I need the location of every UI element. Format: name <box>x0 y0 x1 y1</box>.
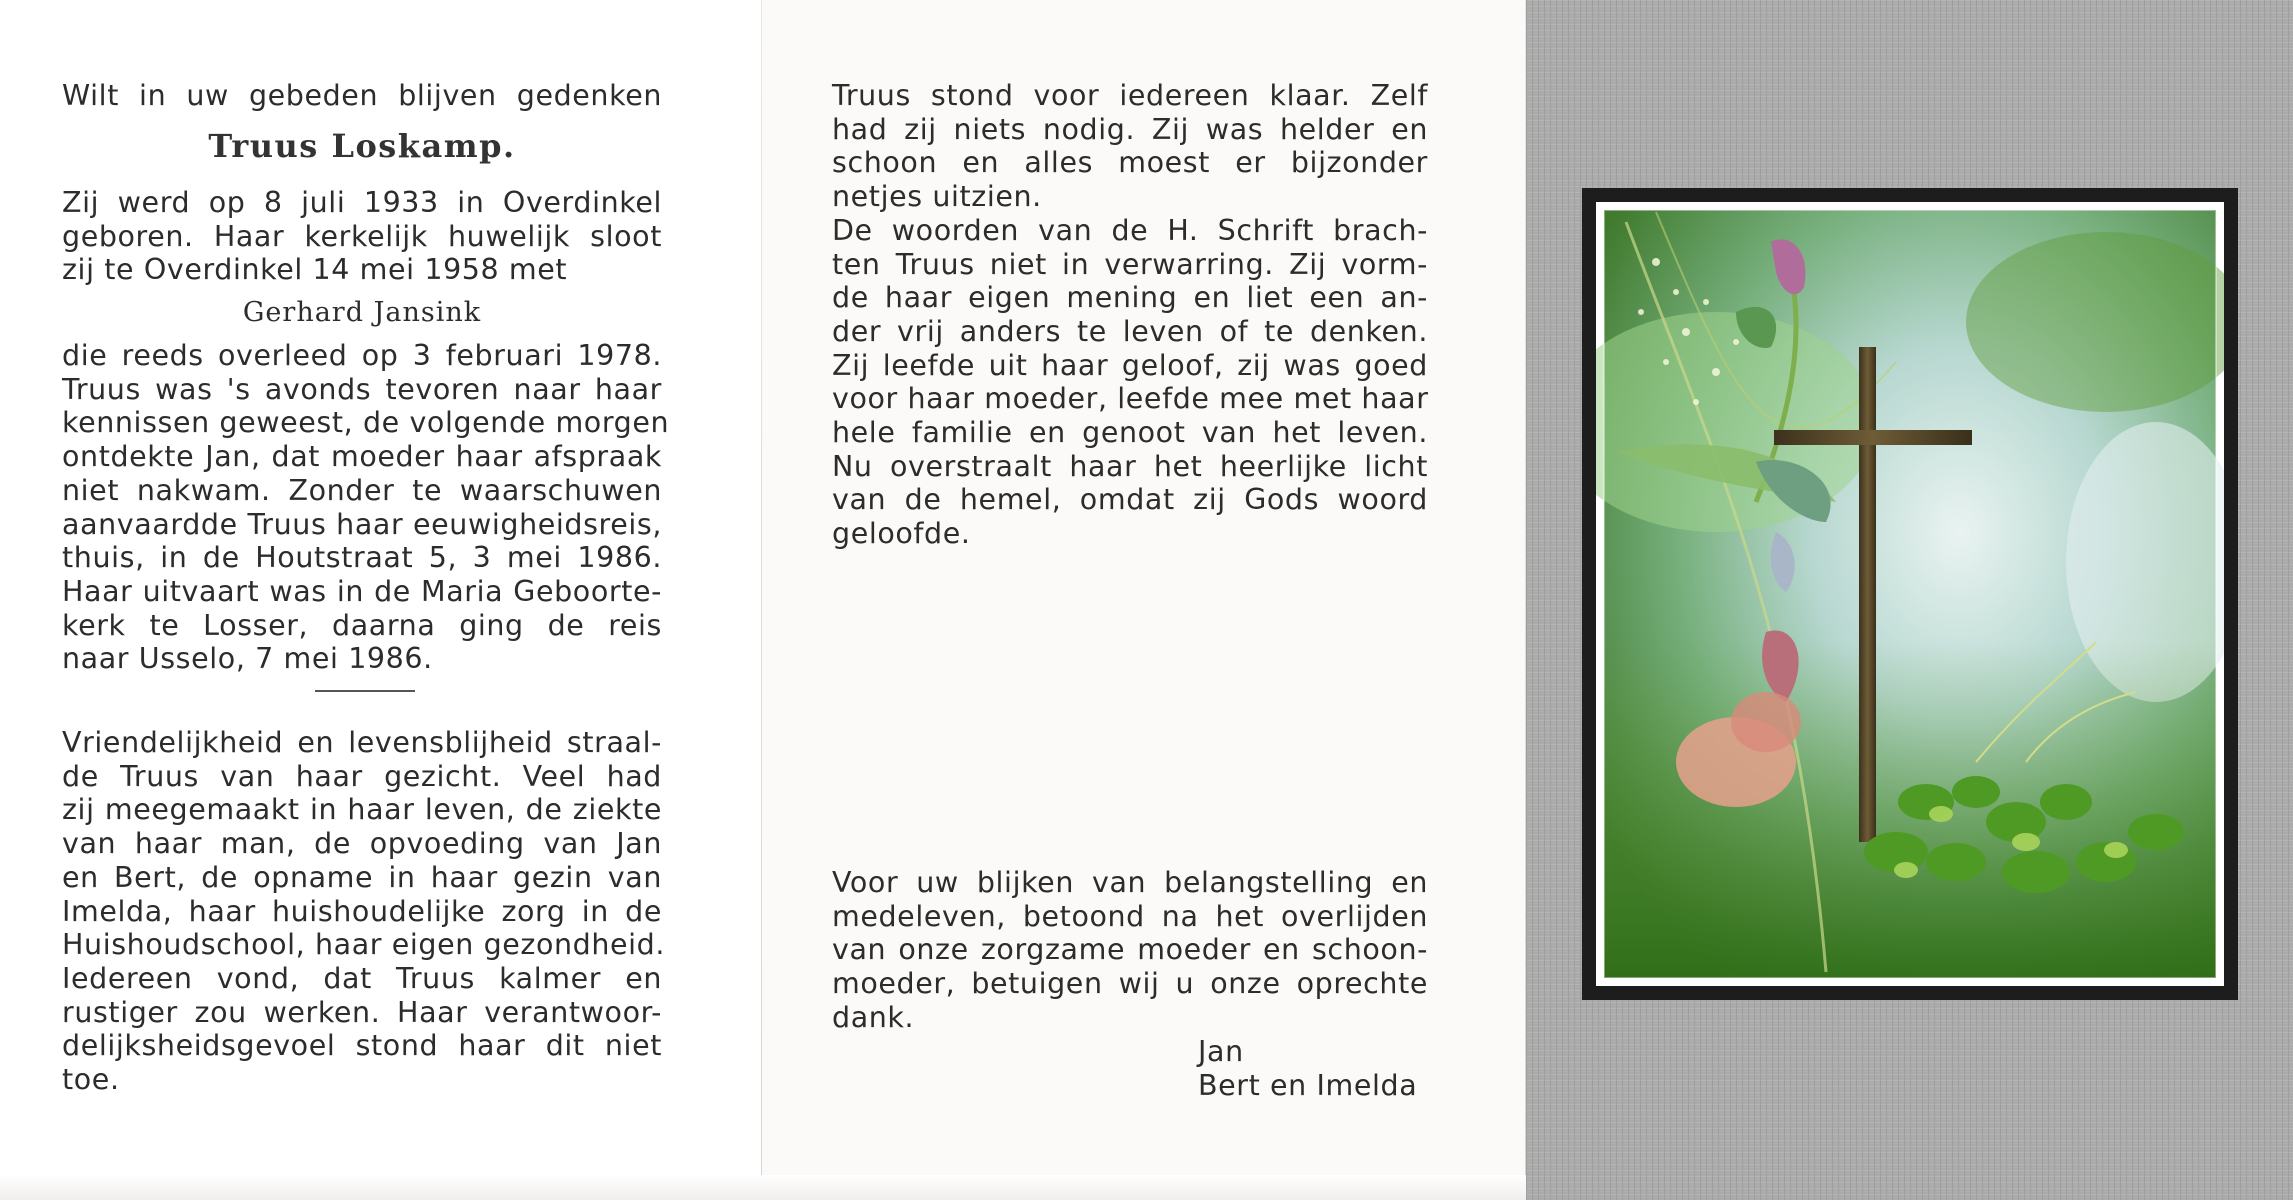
text-line: van haar man, de opvoeding van Jan <box>62 827 662 861</box>
character-paragraph <box>832 79 1428 551</box>
signature-line: Bert en Imelda <box>1198 1068 1418 1102</box>
cross-with-flowers-icon <box>1596 202 2224 986</box>
text-line: de Truus van haar gezicht. Veel had <box>62 759 662 793</box>
text-line: ontdekte Jan, dat moeder haar afspraak <box>62 440 662 474</box>
text-line: kerk te Losser, daarna ging de reis <box>62 608 662 642</box>
text-line: Truus was 's avonds tevoren naar haar <box>62 372 662 406</box>
text-line: zij meegemaakt in haar leven, de ziekte <box>62 793 662 827</box>
deceased-name: Truus Loskamp. <box>208 127 516 165</box>
text-line: naar Usselo, 7 mei 1986. <box>62 642 433 676</box>
left-panel <box>0 0 762 1200</box>
text-line: had zij niets nodig. Zij was helder en <box>832 112 1428 146</box>
signature <box>1198 1035 1438 1102</box>
photo <box>1596 202 2224 986</box>
text-line: geloofde. <box>832 517 971 551</box>
text-line: Truus stond voor iedereen klaar. Zelf <box>832 79 1428 112</box>
text-line: rustiger zou werken. Haar verantwoor- <box>62 995 662 1029</box>
text-line: van onze zorgzame moeder en schoon- <box>832 933 1428 967</box>
text-line: voor haar moeder, leefde mee met haar <box>832 382 1429 416</box>
text-line: Huishoudschool, haar eigen gezondheid. <box>62 928 666 962</box>
spouse-name: Gerhard Jansink <box>242 297 482 328</box>
text-line: ten Truus niet in verwarring. Zij vorm- <box>832 247 1428 281</box>
text-line: delijksheidsgevoel stond haar dit niet <box>62 1029 662 1063</box>
gratitude-paragraph <box>832 866 1428 1035</box>
text-line: medeleven, betoond na het overlijden <box>832 899 1428 933</box>
text-line: der vrij anders te leven of te denken. <box>832 314 1428 348</box>
text-line: Imelda, haar huishoudelijke zorg in de <box>62 894 662 928</box>
text-line: hele familie en genoot van het leven. <box>832 416 1428 450</box>
text-line: geboren. Haar kerkelijk huwelijk sloot <box>62 219 662 253</box>
biography-part2 <box>62 339 670 676</box>
text-line: kennissen geweest, de volgende morgen <box>62 406 670 440</box>
text-line: Voor uw blijken van belangstelling en <box>832 866 1428 899</box>
text-line: moeder, betuigen wij u onze oprechte <box>832 967 1428 1001</box>
text-line: niet nakwam. Zonder te waarschuwen <box>62 473 662 507</box>
section-divider <box>315 690 415 692</box>
text-line: Nu overstraalt haar het heerlijke licht <box>832 449 1428 483</box>
photo-frame <box>1582 188 2238 1000</box>
text-line: schoon en alles moest er bijzonder <box>832 146 1428 180</box>
text-line: Zij werd op 8 juli 1933 in Overdinkel <box>62 186 662 219</box>
text-line: thuis, in de Houtstraat 5, 3 mei 1986. <box>62 541 662 575</box>
text-line: toe. <box>62 1063 120 1097</box>
middle-panel <box>762 0 1526 1200</box>
signature-line: Jan <box>1198 1035 1244 1068</box>
paper-shadow <box>0 1175 1526 1200</box>
text-line: aanvaardde Truus haar eeuwigheidsreis, <box>62 507 662 541</box>
biography-part1 <box>62 186 662 287</box>
text-line: De woorden van de H. Schrift brach- <box>832 213 1428 247</box>
text-line: Haar uitvaart was in de Maria Geboorte- <box>62 574 662 608</box>
tribute-paragraph <box>62 726 666 1097</box>
memorial-heading: Wilt in uw gebeden blijven gedenken <box>62 79 662 112</box>
text-line: de haar eigen mening en liet een an- <box>832 281 1428 315</box>
text-line: dank. <box>832 1000 915 1034</box>
text-line: van de hemel, omdat zij Gods woord <box>832 483 1428 517</box>
text-line: en Bert, de opname in haar gezin van <box>62 860 662 894</box>
text-line: Vriendelijkheid en levensblijheid straal- <box>62 726 662 759</box>
text-line: die reeds overleed op 3 februari 1978. <box>62 339 662 372</box>
text-line: Iedereen vond, dat Truus kalmer en <box>62 961 662 995</box>
text-line: Zij leefde uit haar geloof, zij was goed <box>832 348 1428 382</box>
text-line: netjes uitzien. <box>832 180 1042 214</box>
right-panel <box>1526 0 2293 1200</box>
text-line: zij te Overdinkel 14 mei 1958 met <box>62 253 568 287</box>
